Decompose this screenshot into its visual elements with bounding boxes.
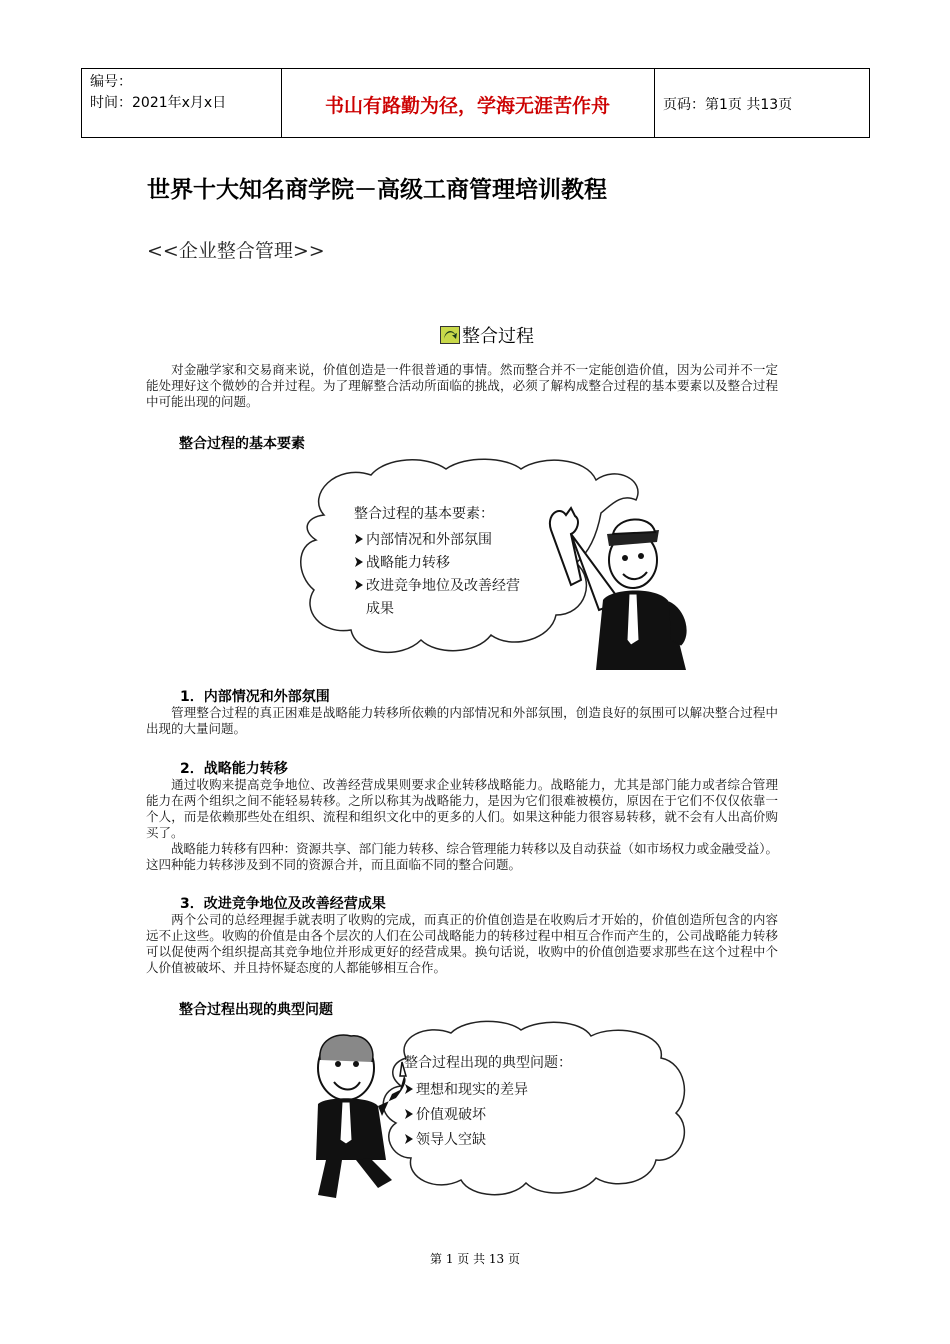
item2-paragraph-2 xyxy=(146,841,778,873)
cloud1-item xyxy=(354,550,520,573)
header-divider-2 xyxy=(654,69,655,137)
presenter-man-icon xyxy=(541,490,691,670)
basic-elements-illustration xyxy=(296,455,691,670)
item1-text: 管理整合过程的真正困难是战略能力转移所依赖的内部情况和外部氛围，创造良好的氛围可以解决整合过程中出现的大量问题。 xyxy=(146,705,778,736)
header-border-left xyxy=(81,69,82,137)
item3-heading: 3．改进竞争地位及改善经营成果 xyxy=(180,896,386,912)
header-page-label: 页码：第1页 共13页 xyxy=(663,97,793,113)
arrow-bullet-icon xyxy=(404,1108,414,1120)
cloud1-item-label: 成果 xyxy=(366,600,394,617)
cloud2-item xyxy=(404,1076,572,1101)
header-meta xyxy=(90,72,226,114)
header-motto: 书山有路勤为径，学海无涯苦作舟 xyxy=(324,95,610,117)
arrow-bullet-icon xyxy=(354,556,364,568)
cloud2-item-label: 领导人空缺 xyxy=(416,1131,486,1148)
arrow-bullet-icon xyxy=(404,1083,414,1095)
date-label: 时间：2021年x月x日 xyxy=(90,95,227,111)
cloud2-item-label: 价值观破坏 xyxy=(416,1106,486,1123)
pointing-man-icon xyxy=(296,1020,416,1200)
cloud1-item-continued xyxy=(354,596,520,619)
item1-paragraph xyxy=(146,705,778,737)
cloud1-item-label: 战略能力转移 xyxy=(366,554,450,571)
item2-paragraph-1 xyxy=(146,777,778,841)
cloud1-item-label: 改进竞争地位及改善经营 xyxy=(366,577,520,594)
arrow-bullet-icon xyxy=(404,1133,414,1145)
cloud2-item xyxy=(404,1126,572,1151)
item1-heading: 1．内部情况和外部氛围 xyxy=(180,689,330,705)
cloud2-title: 整合过程出现的典型问题： xyxy=(404,1055,572,1071)
intro-text: 对金融学家和交易商来说，价值创造是一件很普通的事情。然而整合并不一定能创造价值，因为公司并不一定能处理好这个微妙的合并过程。为了理解整合活动所面临的挑战，必须了解构成整合过程的基本要素以及整合过程中可能出现的问题。 xyxy=(146,362,778,409)
section-heading xyxy=(440,322,534,348)
intro-paragraph xyxy=(146,362,778,410)
arrow-bullet-icon xyxy=(354,533,364,545)
arrow-bullet-icon xyxy=(354,579,364,591)
cloud2-content xyxy=(404,1052,572,1151)
number-label: 编号： xyxy=(90,74,132,90)
cloud1-item xyxy=(354,573,520,596)
document-title: 世界十大知名商学院－高级工商管理培训教程 xyxy=(147,177,607,203)
cloud2-item xyxy=(404,1101,572,1126)
header-table xyxy=(81,68,870,138)
cloud1-content xyxy=(354,503,520,619)
document-subtitle: <<企业整合管理>> xyxy=(147,240,325,262)
problems-illustration xyxy=(296,1018,696,1203)
problems-heading: 整合过程出现的典型问题 xyxy=(179,1002,333,1018)
cloud1-title: 整合过程的基本要素： xyxy=(354,506,494,522)
section-title: 整合过程 xyxy=(462,326,534,347)
page-footer: 第 1 页 共 13 页 xyxy=(430,1252,520,1266)
item3-text: 两个公司的总经理握手就表明了收购的完成，而真正的价值创造是在收购后才开始的，价值创造所包含的内容远不止这些。收购的价值是由各个层次的人们在公司战略能力的转移过程中相互合作而产生的，公司战略能力转移可以促使两个组织提高其竞争地位并形成更好的经营成果。换句话说，收购中的价值创造要求那些在这个过程中个人价值被破坏、并且持怀疑态度的人都能够相互合作。 xyxy=(146,912,778,975)
cloud1-item-label: 内部情况和外部氛围 xyxy=(366,531,492,548)
item2-heading: 2．战略能力转移 xyxy=(180,761,288,777)
section-bullet-icon xyxy=(440,326,460,344)
header-border-right xyxy=(869,69,870,137)
cloud1-item xyxy=(354,527,520,550)
cloud2-item-label: 理想和现实的差异 xyxy=(416,1081,528,1098)
item2-text1: 通过收购来提高竞争地位、改善经营成果则要求企业转移战略能力。战略能力，尤其是部门能力或者综合管理能力在两个组织之间不能轻易转移。之所以称其为战略能力，是因为它们很难被模仿，原因在于它们不仅仅依靠一个人，而是依赖那些处在组织、流程和组织文化中的更多的人们。如果这种能力很容易转移，就不会有人出高价购买了。 xyxy=(146,777,778,840)
basic-elements-heading: 整合过程的基本要素 xyxy=(179,436,305,452)
item3-paragraph xyxy=(146,912,778,976)
item2-text2: 战略能力转移有四种：资源共享、部门能力转移、综合管理能力转移以及自动获益（如市场权力或金融受益）。这四种能力转移涉及到不同的资源合并，而且面临不同的整合问题。 xyxy=(146,841,778,872)
